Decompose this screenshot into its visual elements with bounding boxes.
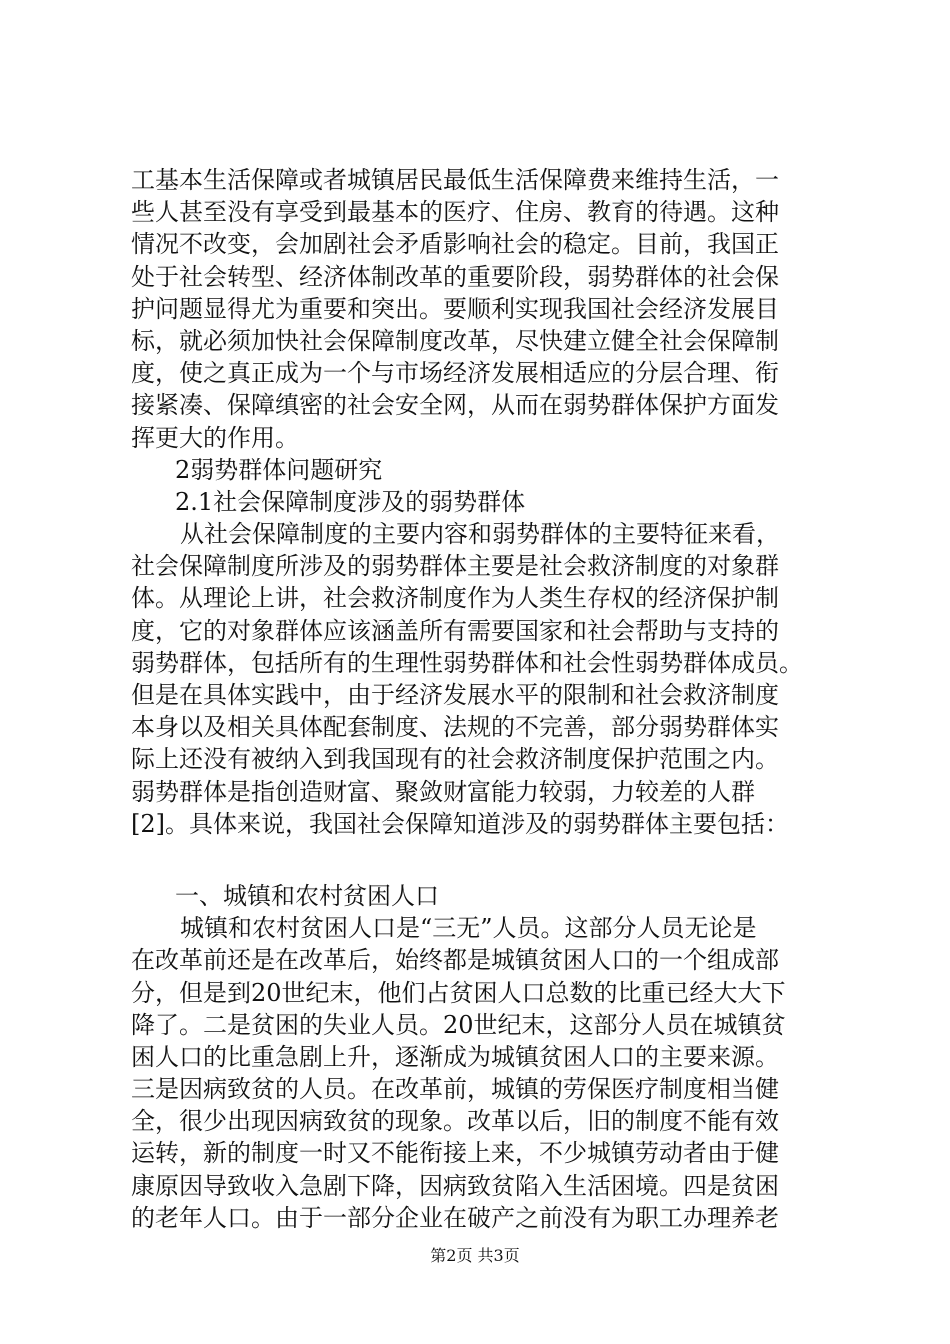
text-line: 康原因导致收入急剧下降，因病致贫陷入生活困境。四是贫困 <box>131 1171 779 1200</box>
text-line: 弱势群体是指创造财富、聚敛财富能力较弱，力较差的人群 <box>131 777 755 806</box>
text-line: 工基本生活保障或者城镇居民最低生活保障费来维持生活，一 <box>131 166 779 194</box>
text-line: 本身以及相关具体配套制度、法规的不完善，部分弱势群体实 <box>131 713 779 742</box>
text-line: [2]。具体来说，我国社会保障知道涉及的弱势群体主要包括： <box>131 809 789 838</box>
text-line: 困人口的比重急剧上升，逐渐成为城镇贫困人口的主要来源。 <box>131 1042 779 1071</box>
text-line: 城镇和农村贫困人口是“三无”人员。这部分人员无论是 <box>180 914 757 943</box>
text-line: 情况不改变，会加剧社会矛盾影响社会的稳定。目前，我国正 <box>131 230 779 259</box>
text-line: 但是在具体实践中，由于经济发展水平的限制和社会救济制度 <box>131 681 779 709</box>
paragraph-section-1 <box>131 912 831 1234</box>
text-line: 全，很少出现因病致贫的现象。改革以后，旧的制度不能有效 <box>131 1107 779 1136</box>
text-line: 处于社会转型、经济体制改革的重要阶段，弱势群体的社会保 <box>131 262 779 291</box>
text-line: 些人甚至没有享受到最基本的医疗、住房、教育的待遇。这种 <box>131 198 779 227</box>
subsection-heading: 2.1社会保障制度涉及的弱势群体 <box>175 487 526 516</box>
text-line: 的老年人口。由于一部分企业在破产之前没有为职工办理养老 <box>131 1203 779 1232</box>
text-line: 社会保障制度所涉及的弱势群体主要是社会救济制度的对象群 <box>131 552 779 581</box>
section-heading: 2弱势群体问题研究 <box>175 455 383 484</box>
blank-spacer <box>131 840 831 880</box>
text-line: 降了。二是贫困的失业人员。20世纪末，这部分人员在城镇贫 <box>131 1010 786 1039</box>
text-line: 弱势群体，包括所有的生理性弱势群体和社会性弱势群体成员。 <box>131 648 803 677</box>
paragraph-2-1 <box>131 518 831 840</box>
text-line: 从社会保障制度的主要内容和弱势群体的主要特征来看， <box>180 520 780 549</box>
text-line: 三是因病致贫的人员。在改革前，城镇的劳保医疗制度相当健 <box>131 1075 779 1104</box>
text-line: 运转，新的制度一时又不能衔接上来，不少城镇劳动者由于健 <box>131 1139 779 1168</box>
text-line: 挥更大的作用。 <box>131 423 299 452</box>
text-line: 体。从理论上讲，社会救济制度作为人类生存权的经济保护制 <box>131 584 779 613</box>
document-body <box>131 164 831 1234</box>
text-line: 分，但是到20世纪末，他们占贫困人口总数的比重已经大大下 <box>131 978 786 1007</box>
numbered-heading: 一、城镇和农村贫困人口 <box>175 881 439 910</box>
paragraph-continuation <box>131 164 831 454</box>
text-line: 标，就必须加快社会保障制度改革，尽快建立健全社会保障制 <box>131 326 779 355</box>
text-line: 接紧凑、保障缜密的社会安全网，从而在弱势群体保护方面发 <box>131 391 779 420</box>
text-line: 度，它的对象群体应该涵盖所有需要国家和社会帮助与支持的 <box>131 616 779 645</box>
text-line: 际上还没有被纳入到我国现有的社会救济制度保护范围之内。 <box>131 745 779 774</box>
text-line: 度，使之真正成为一个与市场经济发展相适应的分层合理、衔 <box>131 359 779 388</box>
page-footer: 第2页 共3页 <box>430 1246 520 1265</box>
text-line: 护问题显得尤为重要和突出。要顺利实现我国社会经济发展目 <box>131 294 779 323</box>
text-line: 在改革前还是在改革后，始终都是城镇贫困人口的一个组成部 <box>131 946 779 975</box>
